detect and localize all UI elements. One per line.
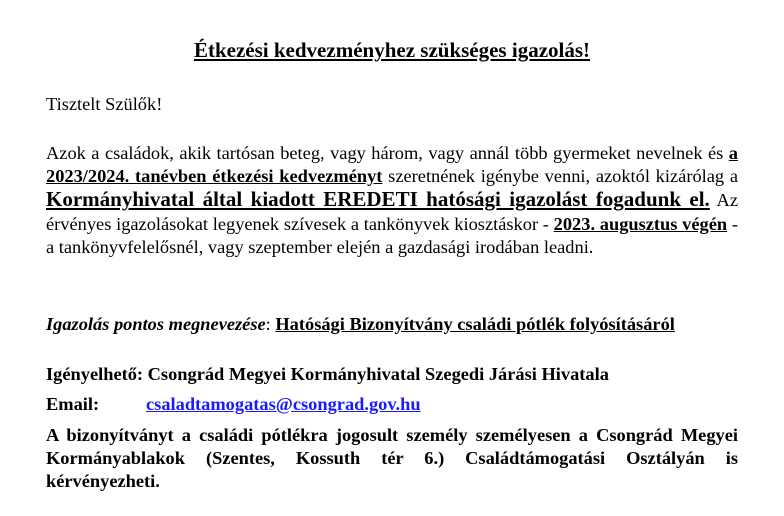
greeting: Tisztelt Szülők! [46, 94, 163, 114]
certificate-name-line [46, 314, 675, 335]
paragraph-text-4: - a tankönyvfelelősnél, vagy szeptember elején a gazdasági irodában leadni. [46, 213, 738, 257]
certificate-value: Hatósági Bizonyítvány családi pótlék folyósításáról [275, 314, 675, 334]
main-paragraph [46, 142, 738, 259]
email-line [46, 394, 421, 415]
paragraph-text-1: Azok a családok, akik tartósan beteg, vagy három, vagy annál több gyermeket nevelnek és [46, 143, 729, 163]
original-certificate-highlight: Kormányhivatal által kiadott EREDETI hatósági igazolást fogadunk el. [46, 187, 710, 212]
paragraph-text-3: Az érvényes igazolásokat legyenek szívesek a tankönyvek kiosztáskor - [46, 190, 738, 234]
discount-year-highlight: a 2023/2024. tanévben étkezési kedvezményt [46, 143, 738, 187]
available-from-line: Igényelhető: Csongrád Megyei Kormányhivatal Szegedi Járási Hivatala [46, 364, 609, 384]
document-title: Étkezési kedvezményhez szükséges igazolás! [193, 38, 591, 62]
closing-paragraph: A bizonyítványt a családi pótlékra jogosult személy személyesen a Csongrád Megyei Kormányablakok (Szentes, Kossuth tér 6.) Családtámogatási Osztályán is kérvényezheti. [46, 425, 738, 492]
deadline-highlight: 2023. augusztus végén [553, 213, 728, 234]
certificate-colon: : [265, 314, 276, 334]
email-link[interactable]: csaladtamogatas@csongrad.gov.hu [146, 394, 421, 414]
certificate-label: Igazolás pontos megnevezése [46, 314, 266, 334]
email-label: Email: [46, 394, 100, 414]
paragraph-text-2: szeretnének igénybe venni, azoktól kizárólag a [382, 166, 738, 187]
